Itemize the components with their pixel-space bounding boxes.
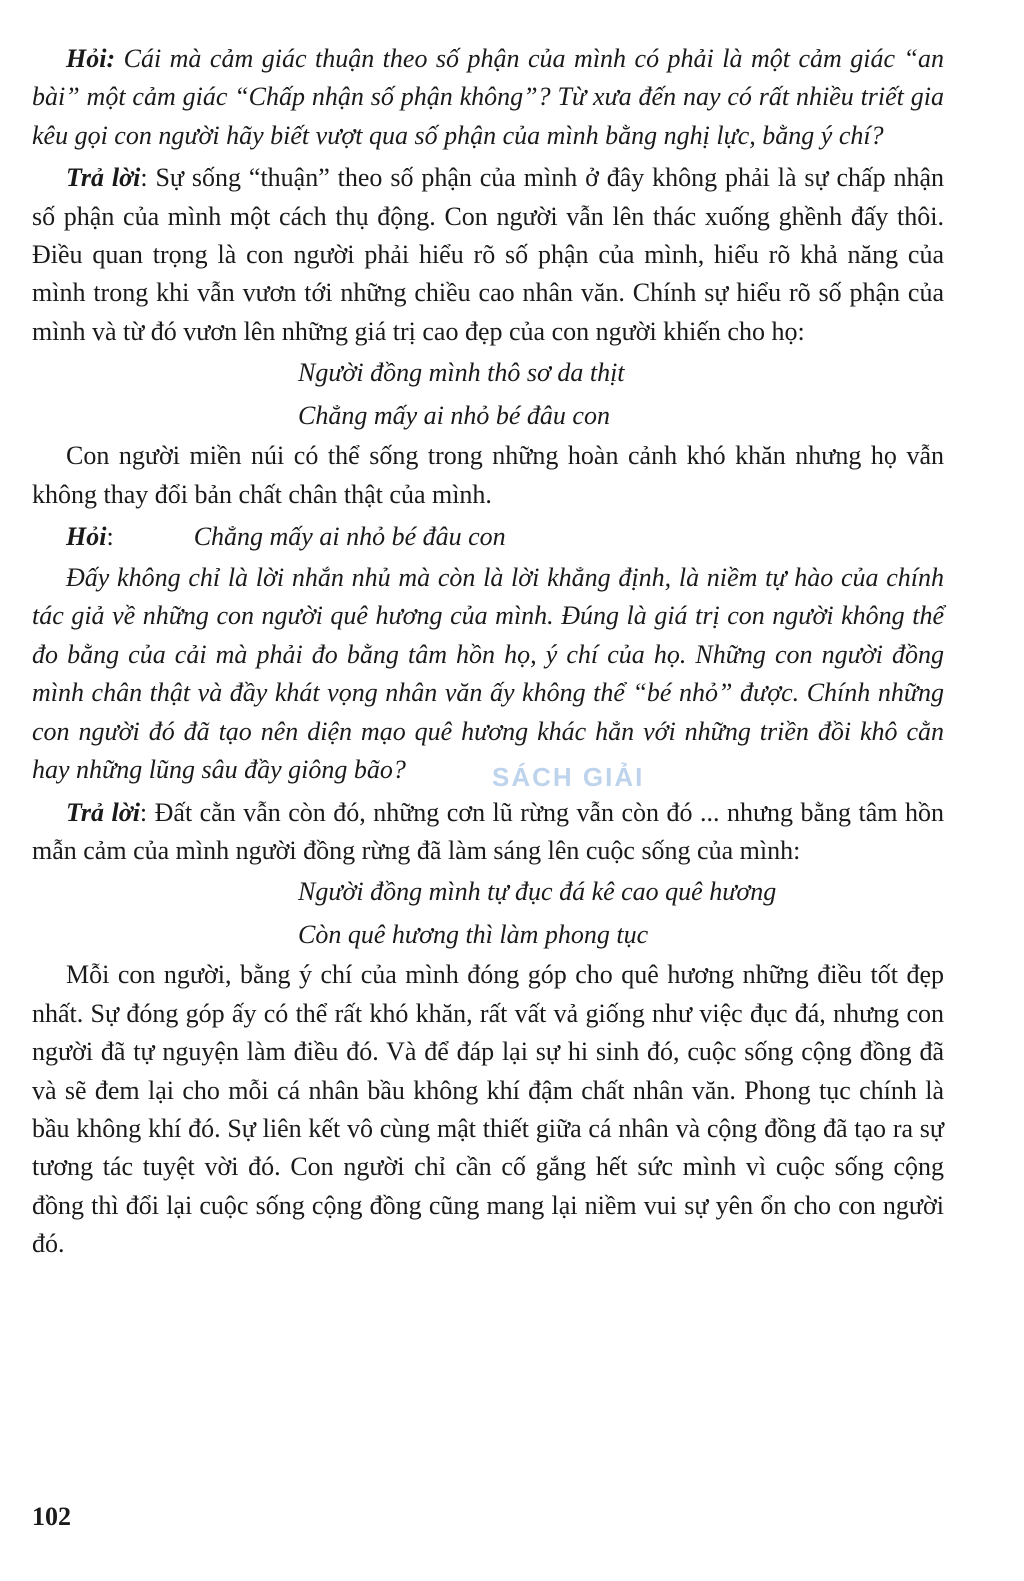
poem-line: Người đồng mình thô sơ da thịt [298, 358, 625, 388]
answer-paragraph-1 [32, 159, 944, 351]
page-number: 102 [32, 1502, 71, 1531]
answer-label: Trả lời [66, 163, 141, 193]
question-label: Hỏi [66, 522, 107, 552]
answer-text: : Sự sống “thuận” theo số phận của mình ở đây không phải là sự chấp nhận số phận của mình một cách thụ động. Con người vẫn lên thác xuống ghềnh đấy thôi. Điều quan trọng là con người phải hiểu rõ số phận của mình, hiểu rõ khả năng của mình trong khi vẫn vươn tới những chiều cao nhân văn. Chính sự hiểu rõ số phận của mình và từ đó vươn lên những giá trị cao đẹp của con người khiến cho họ: [32, 163, 945, 346]
question-paragraph-1 [32, 40, 944, 155]
question-colon: : [106, 522, 114, 552]
answer-text: : Đất cằn vẫn còn đó, những cơn lũ rừng vẫn còn đó ... nhưng bằng tâm hồn mẫn cảm của mình người đồng rừng đã làm sáng lên cuộc sống của mình: [32, 797, 945, 865]
conclusion-paragraph: Mỗi con người, bằng ý chí của mình đóng góp cho quê hương những điều tốt đẹp nhất. Sự đóng góp ấy có thể rất khó khăn, rất vất vả giống như việc đục đá, nhưng con người đã tự nguyện làm điều đó. Và để đáp lại sự hi sinh đó, cuộc sống cộng đồng đã và sẽ đem lại cho mỗi cá nhân bầu không khí đậm chất nhân văn. Phong tục chính là bầu không khí đó. Sự liên kết vô cùng mật thiết giữa cá nhân và cộng đồng đã tạo ra sự tương tác tuyệt vời đó. Con người chỉ cần cố gắng hết sức mình vì cuộc sống cộng đồng thì đổi lại cuộc sống cộng đồng cũng mang lại niềm vui sự yên ổn cho con người đó. [32, 960, 944, 1259]
question-paragraph-2: Đấy không chỉ là lời nhắn nhủ mà còn là lời khẳng định, là niềm tự hào của chính tác giả về những con người quê hương của mình. Đúng là giá trị con người không thể đo bằng của cải mà phải đo bằng tâm hồn họ, ý chí của họ. Những con người đồng mình chân thật và đầy khát vọng nhân văn ấy không thể “bé nhỏ” được. Chính những con người đó đã tạo nên diện mạo quê hương khác hẳn với những triền đồi khô cằn hay những lũng sâu đầy giông bão? [32, 563, 944, 785]
page-content [32, 40, 944, 1264]
question-row-2 [32, 514, 944, 559]
question-label: Hỏi: [66, 44, 116, 73]
poem-line: Chẳng mấy ai nhỏ bé đâu con [298, 401, 610, 431]
question-quote: Chẳng mấy ai nhỏ bé đâu con [193, 522, 506, 552]
answer-paragraph-2 [32, 794, 944, 871]
watermark-logo: SÁCH GIẢI [492, 762, 645, 792]
poem-quote-1 [32, 351, 944, 437]
body-paragraph: Con người miền núi có thể sống trong những hoàn cảnh khó khăn nhưng họ vẫn không thay đổi bản chất chân thật của mình. [32, 441, 944, 509]
question-text: Cái mà cảm giác thuận theo số phận của mình có phải là một cảm giác “an bài” một cảm giác “Chấp nhận số phận không”? Từ xưa đến nay có rất nhiều triết gia kêu gọi con người hãy biết vượt qua số phận của mình bằng nghị lực, bằng ý chí? [32, 44, 944, 150]
poem-quote-2 [32, 870, 944, 956]
poem-line: Người đồng mình tự đục đá kê cao quê hương [298, 877, 777, 907]
answer-label: Trả lời [66, 797, 140, 827]
poem-line: Còn quê hương thì làm phong tục [298, 920, 649, 950]
